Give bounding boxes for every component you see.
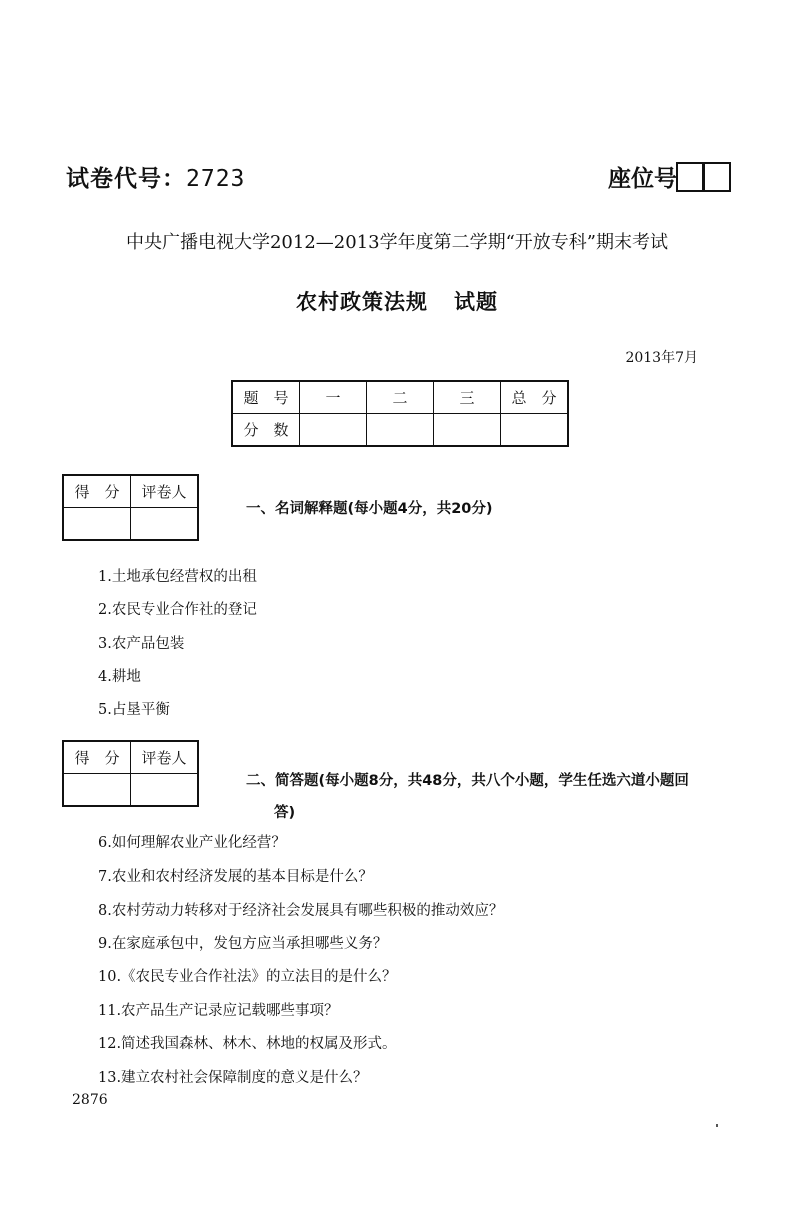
title-part2: 试题 (454, 290, 498, 314)
list-item: 13.建立农村社会保障制度的意义是什么？ (98, 1070, 368, 1086)
score-cell-2[interactable] (367, 414, 434, 447)
list-item: 10.《农民专业合作社法》的立法目的是什么？ (98, 969, 397, 985)
grader-box-1 (62, 474, 199, 541)
section2-title-line1: 二、简答题(每小题8分，共48分，共八个小题，学生任选六道小题回 (246, 773, 689, 789)
grader-label: 评卷人 (131, 475, 199, 508)
list-item: 12.简述我国森林、林木、林地的权属及形式。 (98, 1036, 397, 1052)
list-item: 9.在家庭承包中，发包方应当承担哪些义务？ (98, 936, 388, 952)
score-entry[interactable] (63, 774, 131, 807)
score-table-header-row (232, 381, 568, 414)
grader-entry[interactable] (131, 774, 199, 807)
list-item: 1.土地承包经营权的出租 (98, 569, 257, 585)
seat-box-1[interactable] (676, 162, 704, 192)
score-table-cell: 三 (434, 381, 501, 414)
score-table-score-row (232, 414, 568, 447)
list-item: 7.农业和农村经济发展的基本目标是什么？ (98, 869, 373, 885)
exam-heading: 中央广播电视大学2012—2013学年度第二学期“开放专科”期末考试 (125, 232, 669, 253)
list-item: 6.如何理解农业产业化经营？ (98, 835, 286, 851)
section1-title: 一、名词解释题(每小题4分，共20分) (246, 501, 493, 517)
seat-label: 座位号 (608, 166, 677, 192)
grader-box-2 (62, 740, 199, 807)
list-item: 4.耕地 (98, 669, 141, 685)
score-table-cell: 总 分 (501, 381, 569, 414)
score-table-cell: 分 数 (232, 414, 300, 447)
seat-box-2[interactable] (703, 162, 731, 192)
score-table-cell: 一 (300, 381, 367, 414)
seat-number (608, 160, 731, 193)
list-item: 5.占垦平衡 (98, 702, 170, 718)
exam-date: 2013年7月 (625, 350, 698, 366)
list-item: 3.农产品包装 (98, 636, 185, 652)
page-number: 2876 (72, 1092, 108, 1108)
title-part1: 农村政策法规 (296, 290, 428, 314)
list-item: 2.农民专业合作社的登记 (98, 602, 257, 618)
score-table (231, 380, 569, 447)
list-item: 11.农产品生产记录应记载哪些事项？ (98, 1003, 339, 1019)
section2-title-line2: 答) (274, 805, 296, 821)
paper-code-label: 试卷代号： (66, 166, 186, 192)
scan-speck (716, 1124, 718, 1127)
score-label: 得 分 (63, 741, 131, 774)
paper-code (66, 160, 245, 193)
score-table-cell: 二 (367, 381, 434, 414)
list-item: 8.农村劳动力转移对于经济社会发展具有哪些积极的推动效应？ (98, 903, 504, 919)
paper-code-value: 2723 (186, 166, 246, 192)
score-cell-3[interactable] (434, 414, 501, 447)
page-title (0, 286, 794, 316)
score-entry[interactable] (63, 508, 131, 541)
score-cell-total[interactable] (501, 414, 569, 447)
score-table-cell: 题 号 (232, 381, 300, 414)
grader-label: 评卷人 (131, 741, 199, 774)
grader-entry[interactable] (131, 508, 199, 541)
score-cell-1[interactable] (300, 414, 367, 447)
section2-title (246, 765, 746, 829)
score-label: 得 分 (63, 475, 131, 508)
